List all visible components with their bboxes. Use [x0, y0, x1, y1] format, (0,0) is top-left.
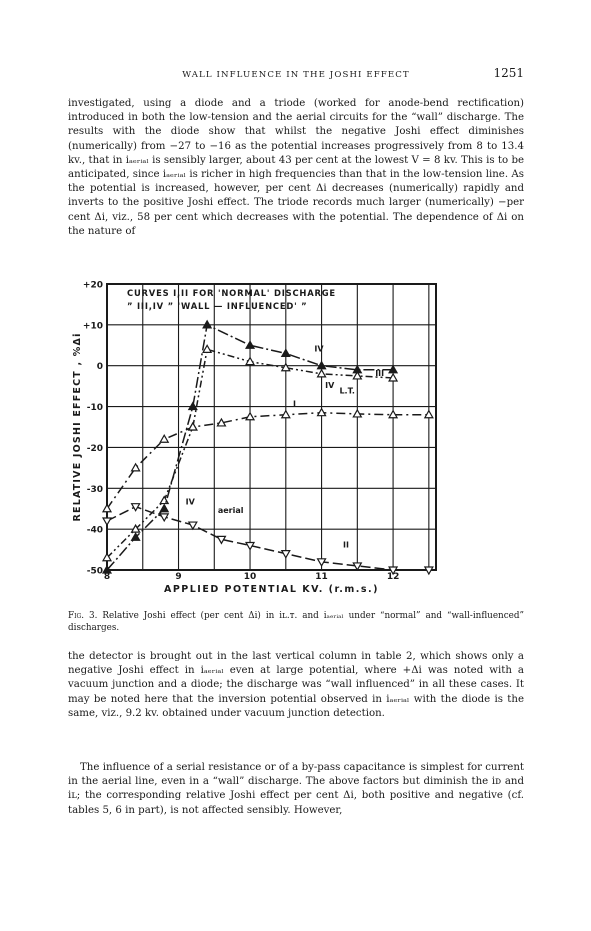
- x-tick-label: 12: [386, 572, 400, 582]
- running-title: WALL INFLUENCE IN THE JOSHI EFFECT: [182, 70, 410, 80]
- figure-caption: [68, 610, 524, 634]
- data-point: [160, 435, 168, 442]
- y-tick-label: -10: [86, 403, 103, 414]
- page-number: 1251: [493, 66, 524, 80]
- chart-grid: [107, 284, 436, 570]
- legend-entry: CURVES I,II FOR 'NORMAL' DISCHARGE: [127, 288, 336, 298]
- data-point: [189, 423, 197, 430]
- chart-labels: [72, 281, 399, 596]
- running-header: [68, 66, 524, 82]
- x-tick-label: 10: [243, 572, 257, 582]
- y-tick-label: -30: [86, 484, 103, 495]
- y-tick-label: -50: [86, 566, 103, 577]
- caption-lead: Fig. 3.: [68, 611, 98, 621]
- data-point: [203, 345, 211, 352]
- curve-annotation: IV: [185, 497, 195, 507]
- data-point: [282, 349, 290, 356]
- x-tick-label: 9: [175, 572, 182, 582]
- y-tick-label: 0: [96, 362, 103, 373]
- x-axis-label: APPLIED POTENTIAL KV. (r.m.s.): [163, 584, 380, 595]
- y-tick-label: +10: [82, 321, 103, 332]
- x-tick-label: 11: [315, 572, 328, 582]
- paragraph-3: The influence of a serial resistance or of a by-pass capacitance is simplest for current in the aerial line, even in a “wall” discharge. The above factors but diminish the iᴅ and iʟ; the corresponding relative Joshi effect per cent Δi, both positive and negative (cf. tables 5, 6 in part), is not affected sensibly. However,: [68, 762, 524, 816]
- data-point: [318, 370, 326, 377]
- caption-text: Relative Joshi effect (per cent Δi) in iʟ.ᴛ. and iₐₑᵣᵢₐₗ under “normal” and “wall-influenced” discharges.: [68, 611, 524, 633]
- data-point: [246, 341, 254, 348]
- data-point: [282, 551, 290, 558]
- y-tick-label: -40: [86, 525, 103, 536]
- paragraph-2: the detector is brought out in the last vertical column in table 2, which shows only a negative Joshi effect in iₐₑᵣᵢₐₗ even at large potential, where +Δi was noted with a vacuum junction and a diode; the discharge was “wall influenced” in all these cases. It may be noted here that the inversion potential observed in iₐₑᵣᵢₐₗ with the diode is the same, viz., 9.2 kv. obtained under vacuum junction detection.: [68, 651, 524, 719]
- curve-annotation: I: [292, 399, 296, 409]
- data-point: [353, 563, 361, 570]
- data-point: [103, 518, 111, 525]
- curve-annotation: IV: [314, 344, 324, 354]
- curve-annotation: II: [343, 540, 349, 550]
- y-tick-label: -20: [86, 443, 103, 454]
- figure-3-chart: [68, 272, 448, 606]
- paragraph-1: investigated, using a diode and a triode (worked for anode-bend rectification) introduced in both the low-tension and the aerial circuits for the “wall” discharge. The results with the diode show that whilst the negative Joshi effect diminishes (numerically) from −27 to −16 as the potential increases progressively from 8 to 13.4 kv., that in iₐₑᵣᵢₐₗ is sensibly larger, about 43 per cent at the lowest V = 8 kv. This is to be anticipated, since iₐₑᵣᵢₐₗ is richer in high frequencies than that in the low-tension line. As the potential is increased, however, per cent Δi decreases (numerically) rapidly and inverts to the positive Joshi effect. The triode records much larger (numerically) −per cent Δi, viz., 58 per cent which decreases with the potential. The dependence of Δi on the nature of: [68, 98, 524, 237]
- curve-annotation: L.T.: [339, 386, 355, 396]
- data-point: [246, 413, 254, 420]
- series-line: [107, 507, 429, 570]
- x-tick-label: 8: [103, 572, 111, 582]
- series-line: [107, 413, 429, 509]
- plot-frame: [107, 284, 436, 570]
- data-point: [132, 464, 140, 471]
- curve-annotation: aerial: [217, 505, 244, 515]
- y-axis-label: RELATIVE JOSHI EFFECT , %Δi: [72, 332, 83, 522]
- curve-annotation: III: [375, 368, 385, 378]
- data-point: [160, 505, 168, 512]
- chart-axes: [107, 284, 436, 570]
- data-point: [189, 522, 197, 529]
- legend-entry: ” III,IV ” 'WALL — INFLUENCED' ”: [127, 301, 308, 311]
- y-tick-label: +20: [82, 280, 103, 291]
- curve-annotation: IV: [325, 381, 335, 391]
